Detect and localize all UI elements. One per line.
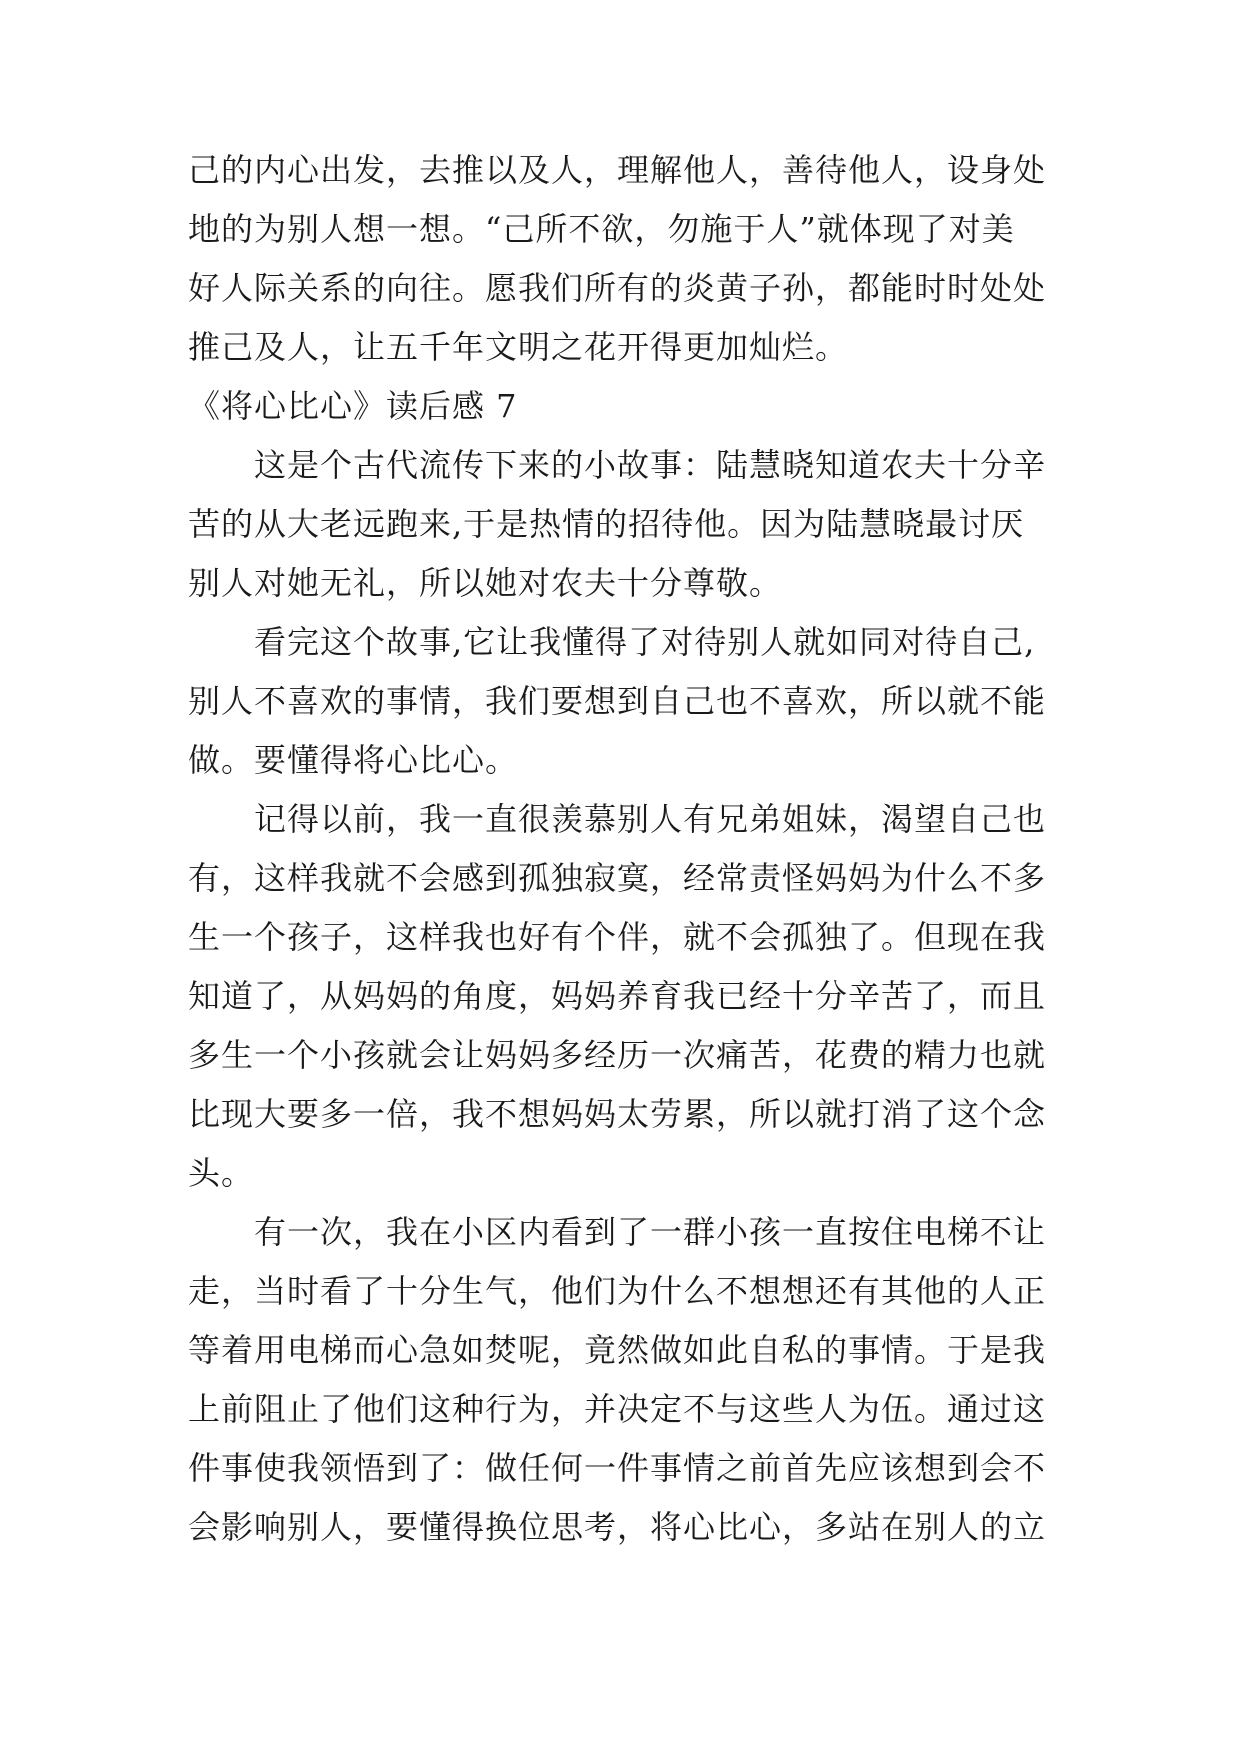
text-line: 好人际关系的向往。愿我们所有的炎黄子孙，都能时时处处 [188,269,1047,307]
text-line: 知道了，从妈妈的角度，妈妈养育我已经十分辛苦了，而且 [188,977,1047,1015]
text-line: 件事使我领悟到了：做任何一件事情之前首先应该想到会不 [188,1449,1047,1487]
text-line: 有，这样我就不会感到孤独寂寞，经常责怪妈妈为什么不多 [188,859,1047,897]
text-line: 上前阻止了他们这种行为，并决定不与这些人为伍。通过这 [188,1390,1047,1428]
text-line: 头。 [188,1154,255,1192]
text-line: 己的内心出发，去推以及人，理解他人，善待他人，设身处 [188,151,1047,189]
paragraph-first-line: 看完这个故事,它让我懂得了对待别人就如同对待自己, [254,623,1036,661]
text-line: 等着用电梯而心急如焚呢，竟然做如此自私的事情。于是我 [188,1331,1047,1369]
text-line: 地的为别人想一想。“己所不欲，勿施于人”就体现了对美 [188,210,1015,248]
text-line: 多生一个小孩就会让妈妈多经历一次痛苦，花费的精力也就 [188,1036,1047,1074]
text-line: 生一个孩子，这样我也好有个伴，就不会孤独了。但现在我 [188,918,1047,956]
text-line: 会影响别人，要懂得换位思考，将心比心，多站在别人的立 [188,1508,1047,1546]
text-line: 走，当时看了十分生气，他们为什么不想想还有其他的人正 [188,1272,1047,1310]
paragraph-first-line: 这是个古代流传下来的小故事：陆慧晓知道农夫十分辛 [254,446,1047,484]
paragraph-first-line: 记得以前，我一直很羡慕别人有兄弟姐妹，渴望自己也 [254,800,1047,838]
section-heading: 《将心比心》读后感 7 [188,387,518,425]
text-line: 别人不喜欢的事情，我们要想到自己也不喜欢，所以就不能 [188,682,1047,720]
text-line: 做。要懂得将心比心。 [188,741,519,779]
text-line: 推己及人，让五千年文明之花开得更加灿烂。 [188,328,849,366]
text-line: 苦的从大老远跑来,于是热情的招待他。因为陆慧晓最讨厌 [188,505,1025,543]
paragraph-first-line: 有一次，我在小区内看到了一群小孩一直按住电梯不让 [254,1213,1047,1251]
text-line: 别人对她无礼，所以她对农夫十分尊敬。 [188,564,783,602]
text-line: 比现大要多一倍，我不想妈妈太劳累，所以就打消了这个念 [188,1095,1047,1133]
